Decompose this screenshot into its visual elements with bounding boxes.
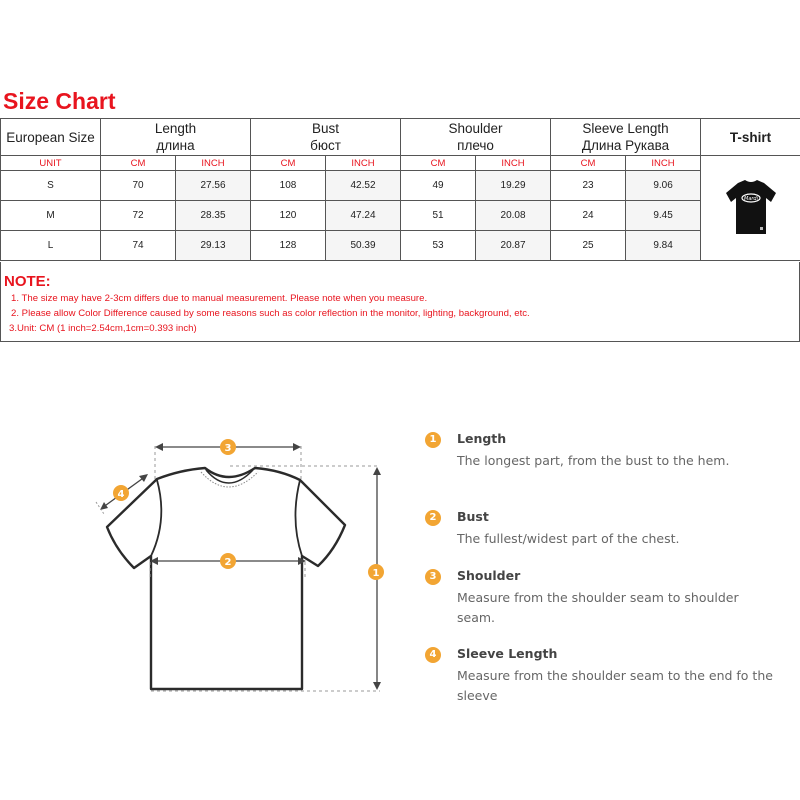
value-cell: 23 xyxy=(551,171,626,201)
value-cell: 51 xyxy=(401,201,476,231)
number-1-icon: 1 xyxy=(425,432,441,448)
bust-header: Bust бюст xyxy=(251,119,401,156)
number-3-icon: 3 xyxy=(425,569,441,585)
marker-1-icon xyxy=(368,564,384,580)
tshirt-logo-text: Mardi xyxy=(743,195,758,202)
marker-4-icon xyxy=(113,485,129,501)
value-cell: 120 xyxy=(251,201,326,231)
value-cell: 49 xyxy=(401,171,476,201)
number-2-icon: 2 xyxy=(425,510,441,526)
note-item: 3.Unit: CM (1 inch=2.54cm,1cm=0.393 inch) xyxy=(9,323,197,334)
value-cell: 25 xyxy=(551,231,626,261)
european-size-header: European Size xyxy=(1,119,101,156)
arrow-head xyxy=(155,443,163,451)
unit-cm: CM xyxy=(551,156,626,171)
value-cell: 42.52 xyxy=(326,171,401,201)
svg-text:1: 1 xyxy=(372,568,380,579)
arrow-head xyxy=(293,443,301,451)
note-box xyxy=(0,262,800,342)
unit-row xyxy=(1,156,800,171)
arrow-head xyxy=(373,682,381,690)
value-cell: 47.24 xyxy=(326,201,401,231)
svg-text:2: 2 xyxy=(224,557,232,568)
legend-description: Measure from the shoulder seam to shoulder seam. xyxy=(457,590,739,625)
value-cell: 53 xyxy=(401,231,476,261)
value-cell: 28.35 xyxy=(176,201,251,231)
legend-description: The longest part, from the bust to the hem. xyxy=(457,453,730,468)
tshirt-outline xyxy=(107,468,345,689)
value-cell: 20.87 xyxy=(476,231,551,261)
size-cell: M xyxy=(1,201,101,231)
left-armhole xyxy=(151,480,161,556)
legend-title: Shoulder xyxy=(457,568,521,583)
value-cell: 128 xyxy=(251,231,326,261)
unit-inch: INCH xyxy=(326,156,401,171)
tshirt-header: T-shirt xyxy=(701,119,800,156)
header-row xyxy=(1,119,800,156)
legend-title: Bust xyxy=(457,509,489,524)
marker-3-icon xyxy=(220,439,236,455)
legend-title: Sleeve Length xyxy=(457,646,558,661)
value-cell: 19.29 xyxy=(476,171,551,201)
tshirt-image xyxy=(701,156,800,261)
table-row xyxy=(1,201,800,231)
length-header: Length длина xyxy=(101,119,251,156)
value-cell: 74 xyxy=(101,231,176,261)
arrow-head xyxy=(373,467,381,475)
arrow-head xyxy=(100,502,108,510)
value-cell: 9.06 xyxy=(626,171,701,201)
value-cell: 108 xyxy=(251,171,326,201)
size-chart-title: Size Chart xyxy=(3,88,116,114)
table-row xyxy=(1,171,800,201)
unit-cm: CM xyxy=(401,156,476,171)
legend-description: Measure from the shoulder seam to the end fo the sleeve xyxy=(457,668,773,703)
sleeve-length-header: Sleeve Length Длина Рукава xyxy=(551,119,701,156)
svg-text:4: 4 xyxy=(117,489,125,500)
unit-cm: CM xyxy=(251,156,326,171)
shoulder-header: Shoulder плечо xyxy=(401,119,551,156)
size-cell: L xyxy=(1,231,101,261)
unit-label: UNIT xyxy=(1,156,101,171)
value-cell: 70 xyxy=(101,171,176,201)
unit-inch: INCH xyxy=(626,156,701,171)
value-cell: 29.13 xyxy=(176,231,251,261)
legend-title: Length xyxy=(457,431,507,446)
value-cell: 50.39 xyxy=(326,231,401,261)
unit-cm: CM xyxy=(101,156,176,171)
value-cell: 9.84 xyxy=(626,231,701,261)
value-cell: 27.56 xyxy=(176,171,251,201)
note-title: NOTE: xyxy=(4,273,51,290)
legend-description: The fullest/widest part of the chest. xyxy=(457,531,680,546)
size-cell: S xyxy=(1,171,101,201)
note-item: 2. Please allow Color Difference caused by some reasons such as color reflection in the monitor, lighting, background, etc. xyxy=(11,308,530,319)
unit-inch: INCH xyxy=(176,156,251,171)
size-table xyxy=(0,118,800,261)
marker-2-icon xyxy=(220,553,236,569)
tshirt-measurement-diagram xyxy=(0,400,400,720)
value-cell: 9.45 xyxy=(626,201,701,231)
number-4-icon: 4 xyxy=(425,647,441,663)
unit-inch: INCH xyxy=(476,156,551,171)
value-cell: 72 xyxy=(101,201,176,231)
right-armhole xyxy=(295,480,302,556)
svg-text:3: 3 xyxy=(224,443,232,454)
value-cell: 24 xyxy=(551,201,626,231)
note-item: 1. The size may have 2-3cm differs due to manual measurement. Please note when you measure. xyxy=(11,293,428,304)
table-row xyxy=(1,231,800,261)
value-cell: 20.08 xyxy=(476,201,551,231)
tshirt-photo-icon xyxy=(716,172,786,242)
